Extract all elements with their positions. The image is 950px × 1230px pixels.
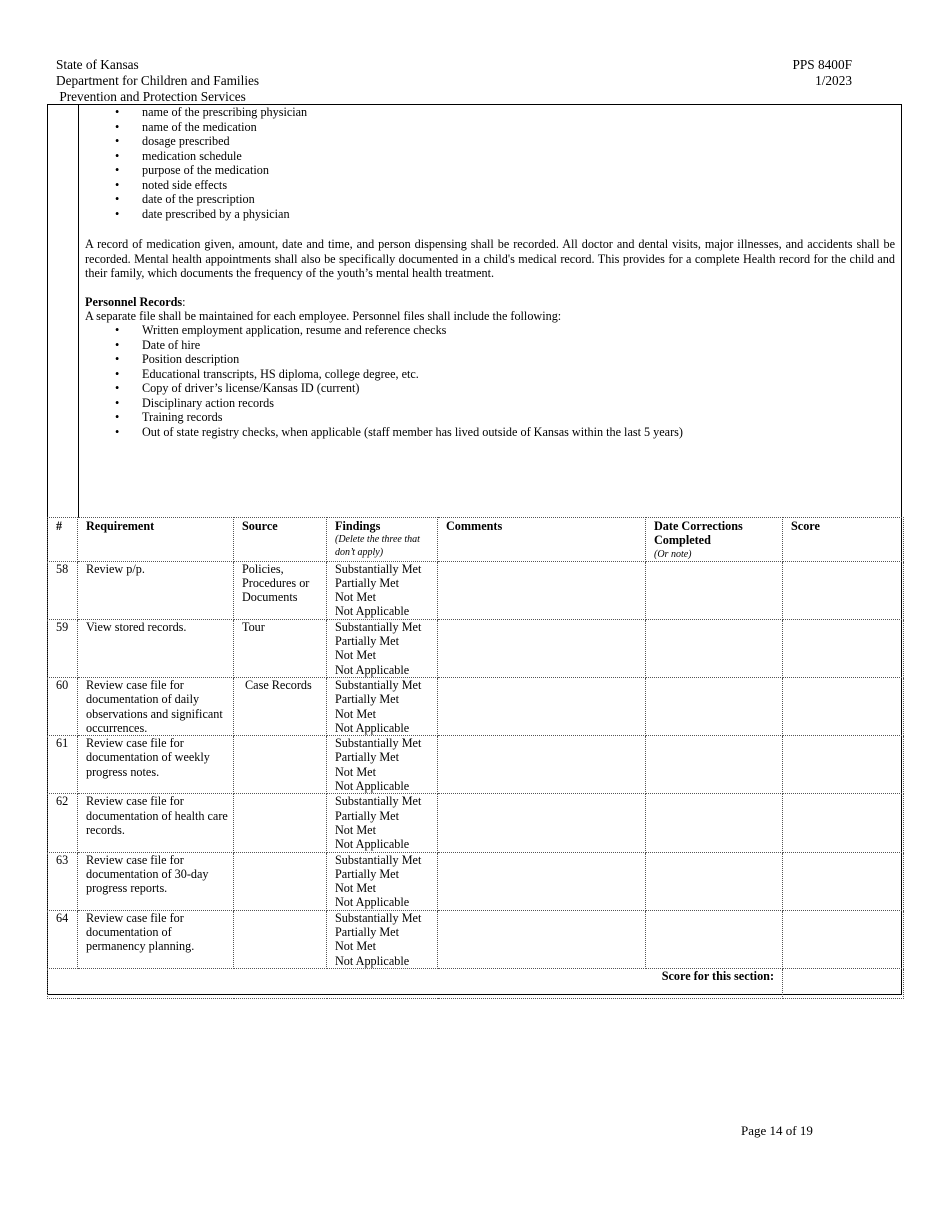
row-findings[interactable]: [327, 852, 438, 910]
row-source: Tour: [234, 619, 327, 677]
header-findings-note: (Delete the three that don’t apply): [335, 534, 420, 559]
row-number: 62: [48, 794, 78, 852]
agency-header: [56, 57, 259, 105]
table-row: [48, 736, 904, 794]
row-findings[interactable]: [327, 561, 438, 619]
finding-option: Substantially Met: [335, 677, 422, 692]
list-item: • Date of hire: [85, 338, 895, 353]
list-item: • date of the prescription: [85, 192, 895, 207]
finding-option: Not Met: [335, 706, 376, 721]
row-comments[interactable]: [438, 852, 646, 910]
personnel-intro: A separate file shall be maintained for each employee. Personnel files shall include the following:: [85, 309, 562, 323]
finding-option: Not Met: [335, 822, 376, 837]
form-id-header: [793, 57, 853, 89]
row-findings[interactable]: [327, 910, 438, 968]
header-date-corrections: [646, 518, 783, 562]
row-comments[interactable]: [438, 794, 646, 852]
row-date-corrections[interactable]: [646, 852, 783, 910]
row-requirement: Review case file for documentation of weekly progress notes.: [78, 736, 234, 794]
page-number: Page 14 of 19: [741, 1123, 813, 1138]
list-item: • date prescribed by a physician: [85, 207, 895, 222]
finding-option: Not Met: [335, 648, 376, 663]
row-date-corrections[interactable]: [646, 794, 783, 852]
row-date-corrections[interactable]: [646, 736, 783, 794]
row-score[interactable]: [783, 910, 904, 968]
header-requirement: Requirement: [78, 518, 234, 562]
row-findings[interactable]: [327, 794, 438, 852]
list-item: • Educational transcripts, HS diploma, college degree, etc.: [85, 367, 895, 382]
table-row: [48, 561, 904, 619]
finding-option: Not Applicable: [335, 720, 410, 735]
finding-option: Partially Met: [335, 575, 399, 590]
finding-option: Partially Met: [335, 750, 399, 765]
row-date-corrections[interactable]: [646, 910, 783, 968]
row-date-corrections[interactable]: [646, 677, 783, 735]
row-comments[interactable]: [438, 561, 646, 619]
left-margin-rule: [78, 105, 79, 518]
row-number: 64: [48, 910, 78, 968]
header-findings-label: Findings: [335, 519, 381, 533]
narrative-text: [85, 105, 895, 439]
header-comments: Comments: [438, 518, 646, 562]
list-item: • Position description: [85, 352, 895, 367]
row-score[interactable]: [783, 619, 904, 677]
finding-option: Not Applicable: [335, 953, 410, 968]
row-source: [234, 910, 327, 968]
form-date: 1/2023: [815, 73, 852, 88]
header-source: Source: [234, 518, 327, 562]
row-requirement: Review case file for documentation of 30-day progress reports.: [78, 852, 234, 910]
finding-option: Substantially Met: [335, 561, 422, 576]
row-date-corrections[interactable]: [646, 619, 783, 677]
row-source: [234, 794, 327, 852]
list-item: • Out of state registry checks, when applicable (staff member has lived outside of Kansas within the last 5 years): [85, 425, 895, 440]
table-body: [48, 561, 904, 968]
row-source: [234, 736, 327, 794]
row-score[interactable]: [783, 852, 904, 910]
row-requirement: View stored records.: [78, 619, 234, 677]
table-row: [48, 677, 904, 735]
personnel-list: [85, 323, 895, 439]
finding-option: Substantially Met: [335, 794, 422, 809]
row-findings[interactable]: [327, 619, 438, 677]
agency-line-state: State of Kansas: [56, 57, 139, 72]
personnel-title-colon: :: [182, 294, 186, 309]
list-item: • purpose of the medication: [85, 163, 895, 178]
finding-option: Not Met: [335, 764, 376, 779]
personnel-title: [85, 295, 895, 310]
list-item: • medication schedule: [85, 149, 895, 164]
finding-option: Not Met: [335, 939, 376, 954]
review-table: [47, 517, 904, 999]
finding-option: Substantially Met: [335, 910, 422, 925]
row-comments[interactable]: [438, 619, 646, 677]
list-item: • Disciplinary action records: [85, 396, 895, 411]
finding-option: Not Met: [335, 590, 376, 605]
table-row: [48, 910, 904, 968]
list-item: • Written employment application, resume and reference checks: [85, 323, 895, 338]
finding-option: Not Applicable: [335, 662, 410, 677]
table-row: [48, 619, 904, 677]
row-score[interactable]: [783, 677, 904, 735]
finding-option: Substantially Met: [335, 852, 422, 867]
finding-option: Not Met: [335, 881, 376, 896]
row-requirement: Review case file for documentation of daily observations and significant occurrences.: [78, 677, 234, 735]
finding-option: Not Applicable: [335, 604, 410, 619]
row-source: Case Records: [234, 677, 327, 735]
row-comments[interactable]: [438, 736, 646, 794]
list-item: • Copy of driver’s license/Kansas ID (current): [85, 381, 895, 396]
row-number: 59: [48, 619, 78, 677]
row-date-corrections[interactable]: [646, 561, 783, 619]
section-score-label: Score for this section:: [48, 968, 783, 998]
content-box: [47, 104, 902, 995]
finding-option: Substantially Met: [335, 619, 422, 634]
row-number: 58: [48, 561, 78, 619]
agency-line-department: Department for Children and Families: [56, 73, 260, 88]
row-score[interactable]: [783, 561, 904, 619]
row-number: 60: [48, 677, 78, 735]
finding-option: Substantially Met: [335, 736, 422, 751]
medication-paragraph: A record of medication given, amount, date and time, and person dispensing shall be recorded. All doctor and dental visits, major illnesses, and accidents shall be recorded. Mental health appointments shall also be specifically documented in a child's medical record. This provides for a complete Health record for the child and their family, which documents the frequency of the youth’s mental health treatment.: [85, 237, 895, 280]
list-item: • noted side effects: [85, 178, 895, 193]
list-item: • name of the medication: [85, 120, 895, 135]
header-findings: [327, 518, 438, 562]
row-requirement: Review case file for documentation of permanency planning.: [78, 910, 234, 968]
row-number: 61: [48, 736, 78, 794]
row-findings[interactable]: [327, 736, 438, 794]
finding-option: Partially Met: [335, 925, 399, 940]
finding-option: Not Applicable: [335, 895, 410, 910]
medication-list: [85, 105, 895, 221]
finding-option: Partially Met: [335, 634, 399, 649]
row-findings[interactable]: [327, 677, 438, 735]
list-item: • dosage prescribed: [85, 134, 895, 149]
header-date-note: (Or note): [654, 548, 692, 560]
agency-line-division: Prevention and Protection Services: [56, 89, 246, 104]
finding-option: Not Applicable: [335, 779, 410, 794]
table-row: [48, 852, 904, 910]
row-score[interactable]: [783, 794, 904, 852]
list-item: • name of the prescribing physician: [85, 105, 895, 120]
section-score-value[interactable]: [783, 968, 904, 998]
finding-option: Not Applicable: [335, 837, 410, 852]
finding-option: Partially Met: [335, 866, 399, 881]
row-source: [234, 852, 327, 910]
row-score[interactable]: [783, 736, 904, 794]
header-date-label: Date Corrections Completed: [654, 519, 743, 548]
row-comments[interactable]: [438, 677, 646, 735]
personnel-title-text: Personnel Records: [85, 294, 183, 309]
row-requirement: Review case file for documentation of health care records.: [78, 794, 234, 852]
row-source: Policies, Procedures or Documents: [234, 561, 327, 619]
row-requirement: Review p/p.: [78, 561, 234, 619]
form-number: PPS 8400F: [792, 57, 852, 72]
header-num: #: [48, 518, 78, 562]
row-comments[interactable]: [438, 910, 646, 968]
list-item: • Training records: [85, 410, 895, 425]
finding-option: Partially Met: [335, 692, 399, 707]
row-number: 63: [48, 852, 78, 910]
header-score: Score: [783, 518, 904, 562]
table-row: [48, 794, 904, 852]
finding-option: Partially Met: [335, 808, 399, 823]
